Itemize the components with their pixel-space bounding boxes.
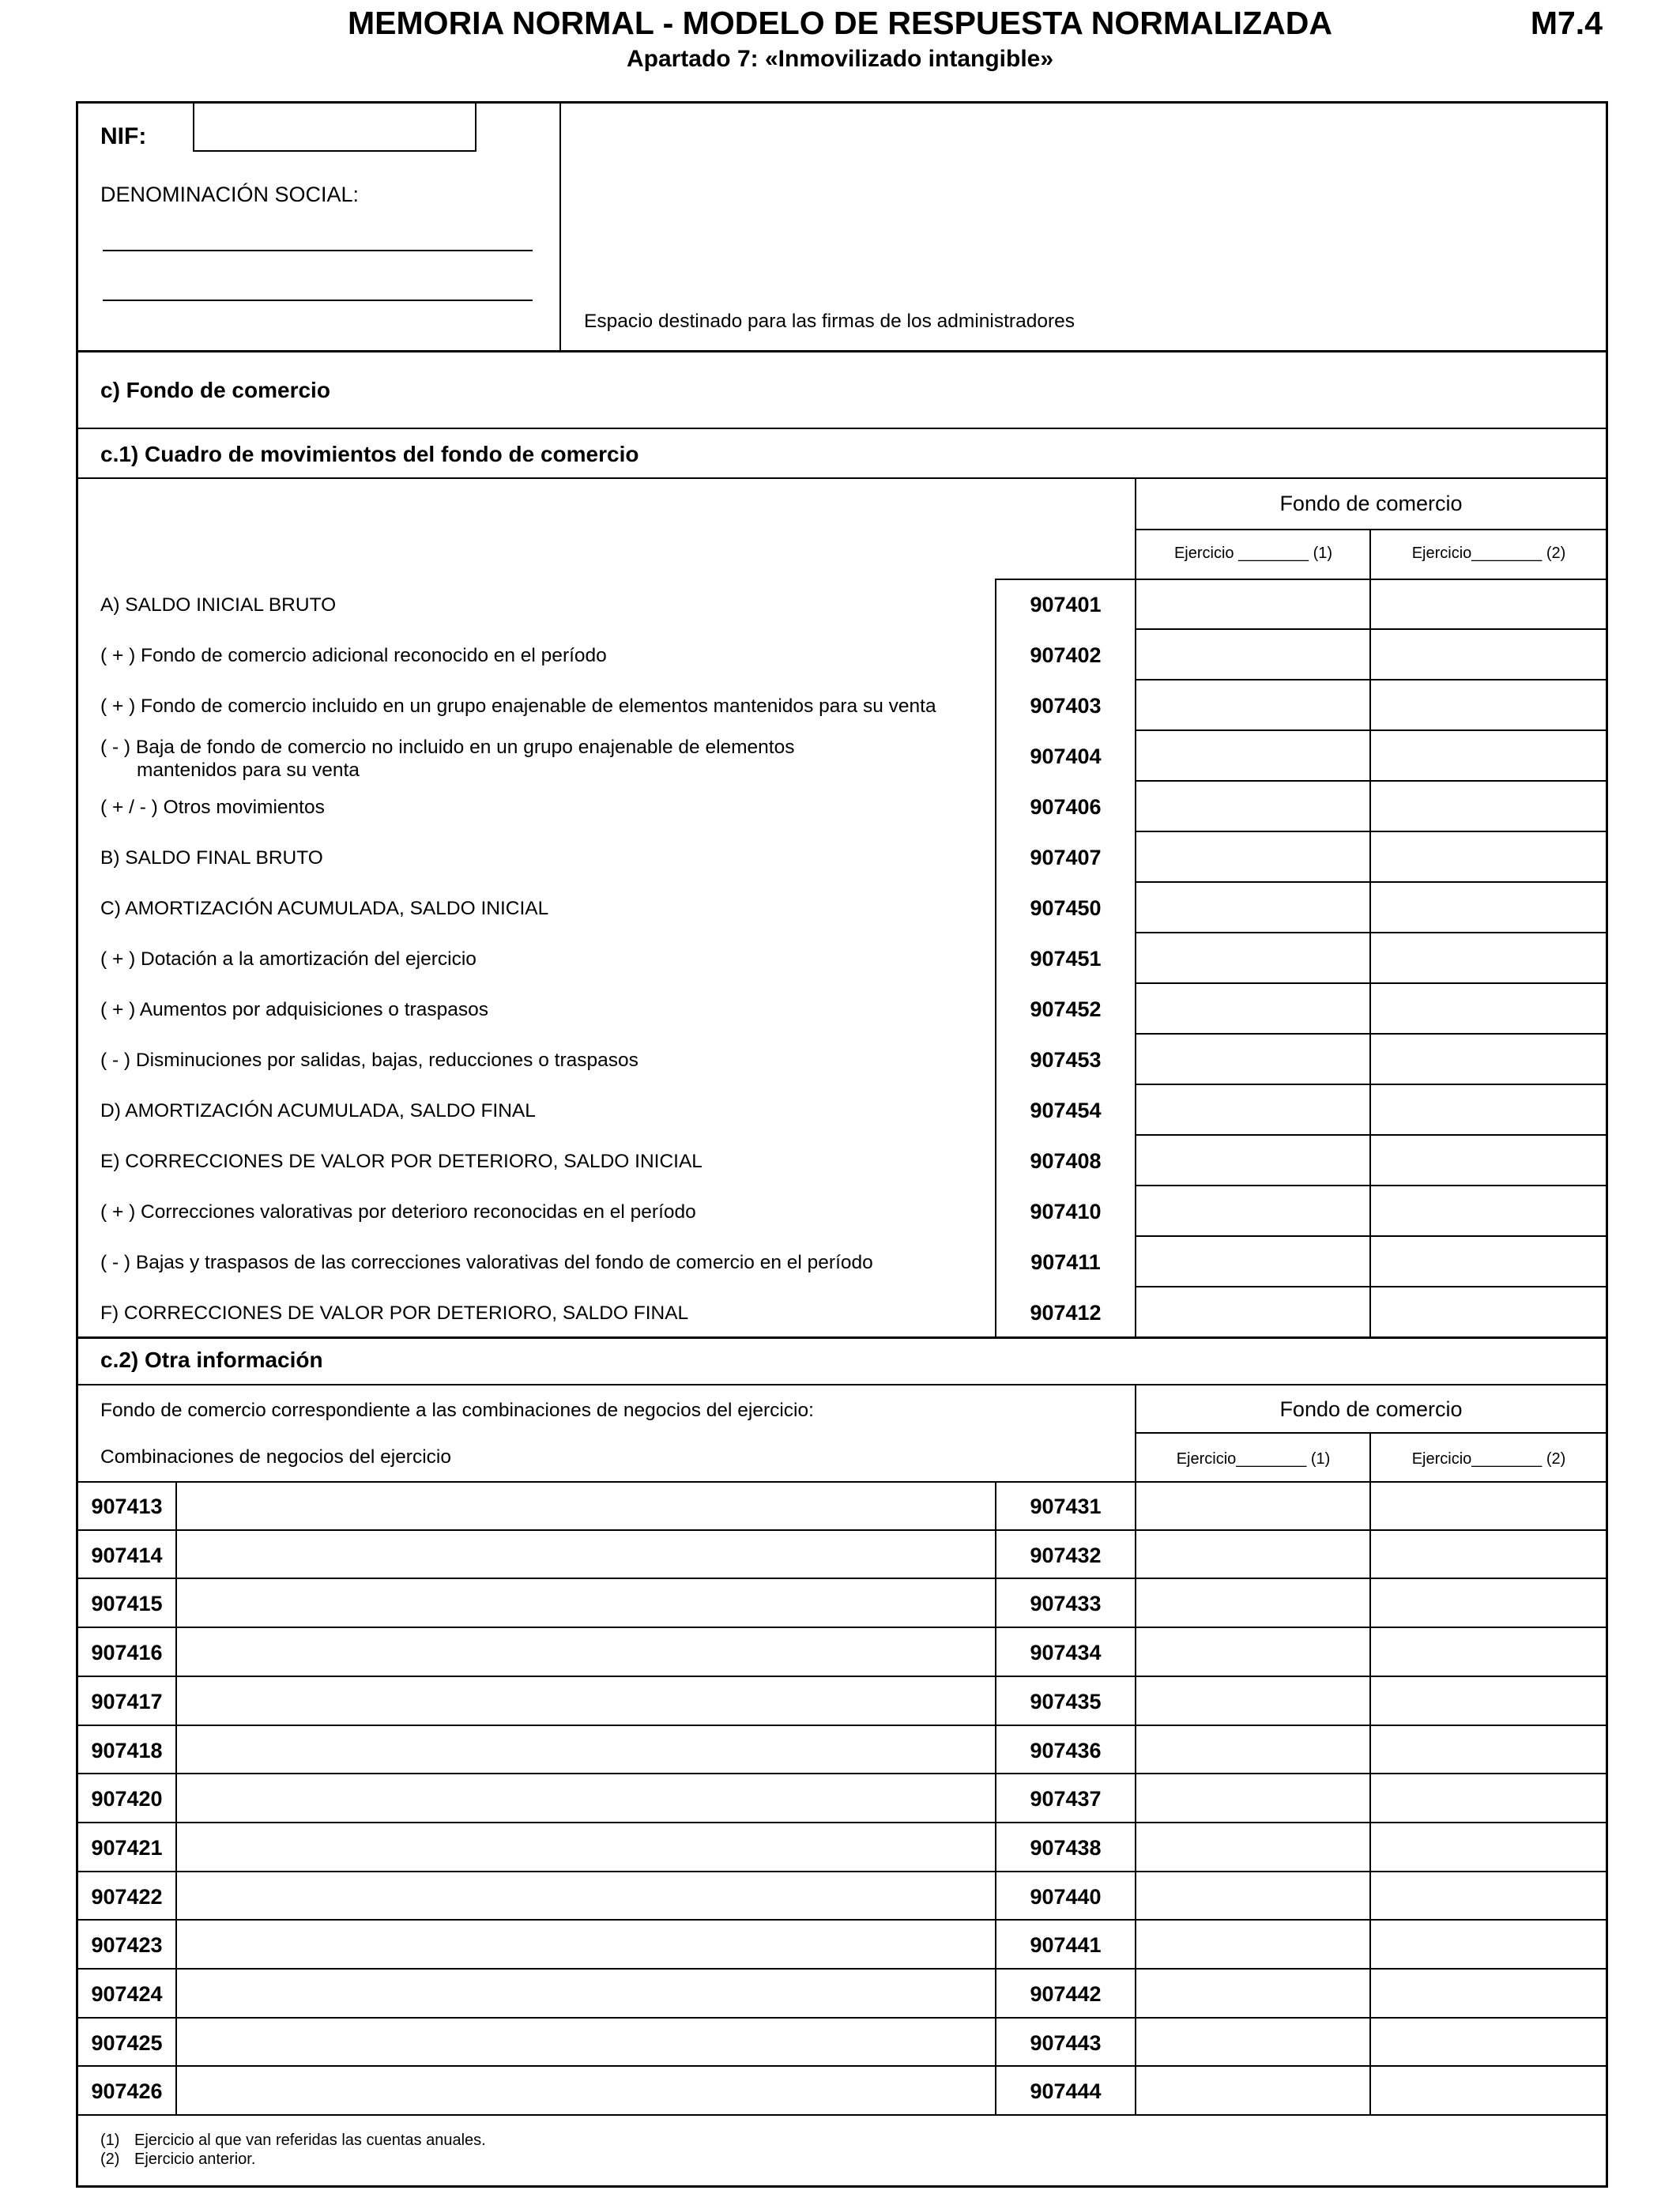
- row-rule: [1135, 1084, 1608, 1085]
- row-right-code: 907435: [1030, 1690, 1102, 1713]
- row-left-code: 907425: [91, 2031, 163, 2055]
- row-label: ( + / - ) Otros movimientos: [100, 797, 325, 818]
- amount-field-current[interactable]: [1136, 1629, 1369, 1676]
- combination-name-field[interactable]: [177, 1580, 995, 1627]
- row-code: 907453: [1030, 1048, 1102, 1072]
- row-label: E) CORRECCIONES DE VALOR POR DETERIORO, SALDO INICIAL: [100, 1151, 703, 1172]
- amount-field-current[interactable]: [1136, 681, 1369, 730]
- row-right-code: 907440: [1030, 1885, 1102, 1909]
- row-left-code: 907418: [91, 1739, 163, 1762]
- row-label: A) SALDO INICIAL BRUTO: [100, 594, 337, 616]
- row-rule: [1135, 1134, 1608, 1136]
- row-rule: [1135, 1185, 1608, 1186]
- row-code: 907454: [1030, 1099, 1102, 1122]
- amount-field-current[interactable]: [1136, 884, 1369, 933]
- amount-field-previous[interactable]: [1371, 884, 1606, 933]
- amount-field-current[interactable]: [1136, 1532, 1369, 1578]
- amount-field-current[interactable]: [1136, 732, 1369, 781]
- row-left-code: 907426: [91, 2079, 163, 2103]
- row-rule: [76, 2114, 1608, 2116]
- row-code: 907403: [1030, 694, 1102, 718]
- amount-field-current[interactable]: [1136, 782, 1369, 831]
- amount-field-current[interactable]: [1136, 1086, 1369, 1135]
- combination-name-field[interactable]: [177, 1775, 995, 1823]
- combination-name-field[interactable]: [177, 1824, 995, 1872]
- amount-field-current[interactable]: [1136, 1921, 1369, 1969]
- combination-name-field[interactable]: [177, 1532, 995, 1578]
- row-rule: [1135, 1033, 1608, 1035]
- nif-field[interactable]: [193, 101, 477, 152]
- amount-field-current[interactable]: [1136, 1678, 1369, 1725]
- row-rule: [76, 1725, 1608, 1726]
- row-rule: [1135, 831, 1608, 832]
- amount-field-previous[interactable]: [1371, 1775, 1606, 1823]
- row-label: ( - ) Bajas y traspasos de las correcciones valorativas del fondo de comercio en el período: [100, 1252, 873, 1273]
- row-rule: [1135, 628, 1608, 630]
- amount-field-previous[interactable]: [1371, 1137, 1606, 1186]
- row-code: 907406: [1030, 795, 1102, 819]
- amount-field-previous[interactable]: [1371, 1580, 1606, 1627]
- amount-field-current[interactable]: [1136, 1775, 1369, 1823]
- row-rule: [76, 1676, 1608, 1677]
- combination-name-field[interactable]: [177, 1678, 995, 1725]
- row-left-code: 907424: [91, 1982, 163, 2006]
- page-subtitle: Apartado 7: «Inmovilizado intangible»: [626, 46, 1054, 72]
- amount-field-previous[interactable]: [1371, 1727, 1606, 1774]
- amount-field-previous[interactable]: [1371, 1035, 1606, 1084]
- row-label: ( - ) Baja de fondo de comercio no incluido en un grupo enajenable de elementos: [100, 737, 795, 758]
- row-rule: [1135, 780, 1608, 782]
- row-right-code: 907442: [1030, 1982, 1102, 2006]
- amount-field-current[interactable]: [1136, 2019, 1369, 2066]
- c2-intro: Fondo de comercio correspondiente a las combinaciones de negocios del ejercicio:: [100, 1400, 814, 1421]
- row-rule: [1135, 932, 1608, 933]
- c2-col1-header: Ejercicio________ (1): [1176, 1450, 1331, 1468]
- c2-col2-header: Ejercicio________ (2): [1411, 1450, 1566, 1468]
- combination-name-field[interactable]: [177, 1483, 995, 1530]
- row-code: 907404: [1030, 745, 1102, 768]
- combination-name-field[interactable]: [177, 1970, 995, 2018]
- row-right-code: 907433: [1030, 1592, 1102, 1615]
- row-code: 907410: [1030, 1200, 1102, 1223]
- amount-field-previous[interactable]: [1371, 2068, 1606, 2115]
- amount-field-previous[interactable]: [1371, 1629, 1606, 1676]
- amount-field-current[interactable]: [1136, 1035, 1369, 1084]
- amount-field-current[interactable]: [1136, 833, 1369, 882]
- combination-name-field[interactable]: [177, 2068, 995, 2115]
- row-rule: [1135, 881, 1608, 883]
- c1-col1-header: Ejercicio ________ (1): [1173, 545, 1333, 562]
- row-rule: [1135, 1286, 1608, 1287]
- footnote-1-num: (1): [100, 2132, 120, 2149]
- row-rule: [76, 2065, 1608, 2067]
- c2-sublabel: Combinaciones de negocios del ejercicio: [100, 1446, 451, 1468]
- row-label: ( - ) Disminuciones por salidas, bajas, reducciones o traspasos: [100, 1050, 638, 1071]
- row-rule: [76, 1773, 1608, 1774]
- c2-column-group: Fondo de comercio: [1279, 1397, 1463, 1421]
- row-right-code: 907432: [1030, 1544, 1102, 1567]
- row-code: 907450: [1030, 896, 1102, 920]
- row-label: C) AMORTIZACIÓN ACUMULADA, SALDO INICIAL: [100, 898, 549, 919]
- section-c-title: c) Fondo de comercio: [100, 378, 330, 402]
- firmas-label: Espacio destinado para las firmas de los administradores: [584, 311, 1075, 332]
- amount-field-previous[interactable]: [1371, 1288, 1606, 1337]
- amount-field-current[interactable]: [1136, 1727, 1369, 1774]
- row-left-code: 907420: [91, 1787, 163, 1811]
- c1-column-group: Fondo de comercio: [1279, 492, 1463, 515]
- denominacion-label: DENOMINACIÓN SOCIAL:: [100, 183, 360, 206]
- row-right-code: 907443: [1030, 2031, 1102, 2055]
- amount-field-current[interactable]: [1136, 1970, 1369, 2018]
- row-right-code: 907444: [1030, 2079, 1102, 2103]
- row-label: D) AMORTIZACIÓN ACUMULADA, SALDO FINAL: [100, 1100, 536, 1122]
- footnote-2-num: (2): [100, 2151, 120, 2168]
- amount-field-previous[interactable]: [1371, 1086, 1606, 1135]
- row-label: ( + ) Fondo de comercio incluido en un grupo enajenable de elementos mantenidos para su venta: [100, 696, 936, 717]
- row-label: ( + ) Correcciones valorativas por deterioro reconocidas en el período: [100, 1201, 696, 1223]
- row-right-code: 907438: [1030, 1836, 1102, 1860]
- row-label: ( + ) Fondo de comercio adicional reconocido en el período: [100, 645, 607, 666]
- row-rule: [76, 1627, 1608, 1628]
- row-code: 907411: [1030, 1250, 1101, 1274]
- c1-bottom-rule: [76, 1336, 1608, 1339]
- row-right-code: 907434: [1030, 1641, 1102, 1664]
- amount-field-previous[interactable]: [1371, 1824, 1606, 1872]
- footnote-2-text: Ejercicio anterior.: [134, 2151, 256, 2168]
- row-label: ( + ) Dotación a la amortización del ejercicio: [100, 948, 477, 970]
- amount-field-previous[interactable]: [1371, 1238, 1606, 1287]
- amount-field-current[interactable]: [1136, 2068, 1369, 2115]
- row-left-code: 907417: [91, 1690, 163, 1713]
- row-right-code: 907436: [1030, 1739, 1102, 1762]
- row-code: 907407: [1030, 846, 1102, 869]
- amount-field-current[interactable]: [1136, 1824, 1369, 1872]
- row-label-cont: mantenidos para su venta: [137, 760, 360, 781]
- combination-name-field[interactable]: [177, 1921, 995, 1969]
- row-code: 907408: [1030, 1149, 1102, 1173]
- amount-field-previous[interactable]: [1371, 1921, 1606, 1969]
- row-left-code: 907415: [91, 1592, 163, 1615]
- amount-field-previous[interactable]: [1371, 1483, 1606, 1530]
- amount-field-previous[interactable]: [1371, 732, 1606, 781]
- amount-field-previous[interactable]: [1371, 681, 1606, 730]
- row-rule: [76, 1822, 1608, 1823]
- amount-field-previous[interactable]: [1371, 2019, 1606, 2066]
- row-rule: [1135, 729, 1608, 731]
- combination-name-field[interactable]: [177, 1873, 995, 1920]
- row-code: 907412: [1030, 1301, 1102, 1325]
- amount-field-previous[interactable]: [1371, 1873, 1606, 1920]
- amount-field-previous[interactable]: [1371, 934, 1606, 983]
- combination-name-field[interactable]: [177, 1727, 995, 1774]
- row-left-code: 907422: [91, 1885, 163, 1909]
- row-left-code: 907413: [91, 1495, 163, 1518]
- row-left-code: 907423: [91, 1933, 163, 1957]
- amount-field-current[interactable]: [1136, 631, 1369, 680]
- row-left-code: 907416: [91, 1641, 163, 1664]
- amount-field-current[interactable]: [1136, 1873, 1369, 1920]
- amount-field-current[interactable]: [1136, 1483, 1369, 1530]
- combination-name-field[interactable]: [177, 2019, 995, 2066]
- row-code: 907402: [1030, 643, 1102, 667]
- amount-field-previous[interactable]: [1371, 782, 1606, 831]
- c1-col2-header: Ejercicio________ (2): [1411, 545, 1566, 562]
- row-left-code: 907421: [91, 1836, 163, 1860]
- row-rule: [76, 1529, 1608, 1531]
- row-rule: [76, 1871, 1608, 1872]
- row-rule: [76, 1578, 1608, 1579]
- row-code: 907401: [1030, 593, 1102, 616]
- amount-field-current[interactable]: [1136, 1238, 1369, 1287]
- row-rule: [1135, 982, 1608, 984]
- row-code: 907451: [1030, 947, 1102, 971]
- amount-field-previous[interactable]: [1371, 1532, 1606, 1578]
- section-c1-title: c.1) Cuadro de movimientos del fondo de comercio: [100, 442, 639, 466]
- section-c2-title: c.2) Otra información: [100, 1348, 323, 1372]
- amount-field-previous[interactable]: [1371, 1970, 1606, 2018]
- amount-field-current[interactable]: [1136, 580, 1369, 629]
- row-label: ( + ) Aumentos por adquisiciones o traspasos: [100, 999, 488, 1020]
- row-right-code: 907441: [1030, 1933, 1102, 1957]
- row-left-code: 907414: [91, 1544, 163, 1567]
- amount-field-previous[interactable]: [1371, 631, 1606, 680]
- amount-field-previous[interactable]: [1371, 580, 1606, 629]
- row-right-code: 907431: [1030, 1495, 1102, 1518]
- amount-field-previous[interactable]: [1371, 985, 1606, 1034]
- row-rule: [76, 1968, 1608, 1970]
- row-rule: [76, 2017, 1608, 2019]
- row-rule: [1135, 1235, 1608, 1237]
- amount-field-current[interactable]: [1136, 1137, 1369, 1186]
- row-label: B) SALDO FINAL BRUTO: [100, 847, 323, 869]
- footnote-1-text: Ejercicio al que van referidas las cuentas anuales.: [134, 2132, 486, 2149]
- amount-field-current[interactable]: [1136, 934, 1369, 983]
- denominacion-field-2[interactable]: [103, 300, 533, 301]
- amount-field-current[interactable]: [1136, 1580, 1369, 1627]
- amount-field-previous[interactable]: [1371, 1678, 1606, 1725]
- row-rule: [1135, 679, 1608, 680]
- denominacion-field-1[interactable]: [103, 250, 533, 251]
- amount-field-previous[interactable]: [1371, 833, 1606, 882]
- form-code: M7.4: [1530, 5, 1603, 41]
- row-label: F) CORRECCIONES DE VALOR POR DETERIORO, SALDO FINAL: [100, 1302, 689, 1324]
- amount-field-current[interactable]: [1136, 1288, 1369, 1337]
- nif-label: NIF:: [100, 123, 147, 149]
- combination-name-field[interactable]: [177, 1629, 995, 1676]
- row-code: 907452: [1030, 997, 1102, 1021]
- row-right-code: 907437: [1030, 1787, 1102, 1811]
- row-rule: [76, 1919, 1608, 1921]
- amount-field-current[interactable]: [1136, 1187, 1369, 1236]
- amount-field-current[interactable]: [1136, 985, 1369, 1034]
- amount-field-previous[interactable]: [1371, 1187, 1606, 1236]
- page-title: MEMORIA NORMAL - MODELO DE RESPUESTA NORMALIZADA: [348, 5, 1332, 41]
